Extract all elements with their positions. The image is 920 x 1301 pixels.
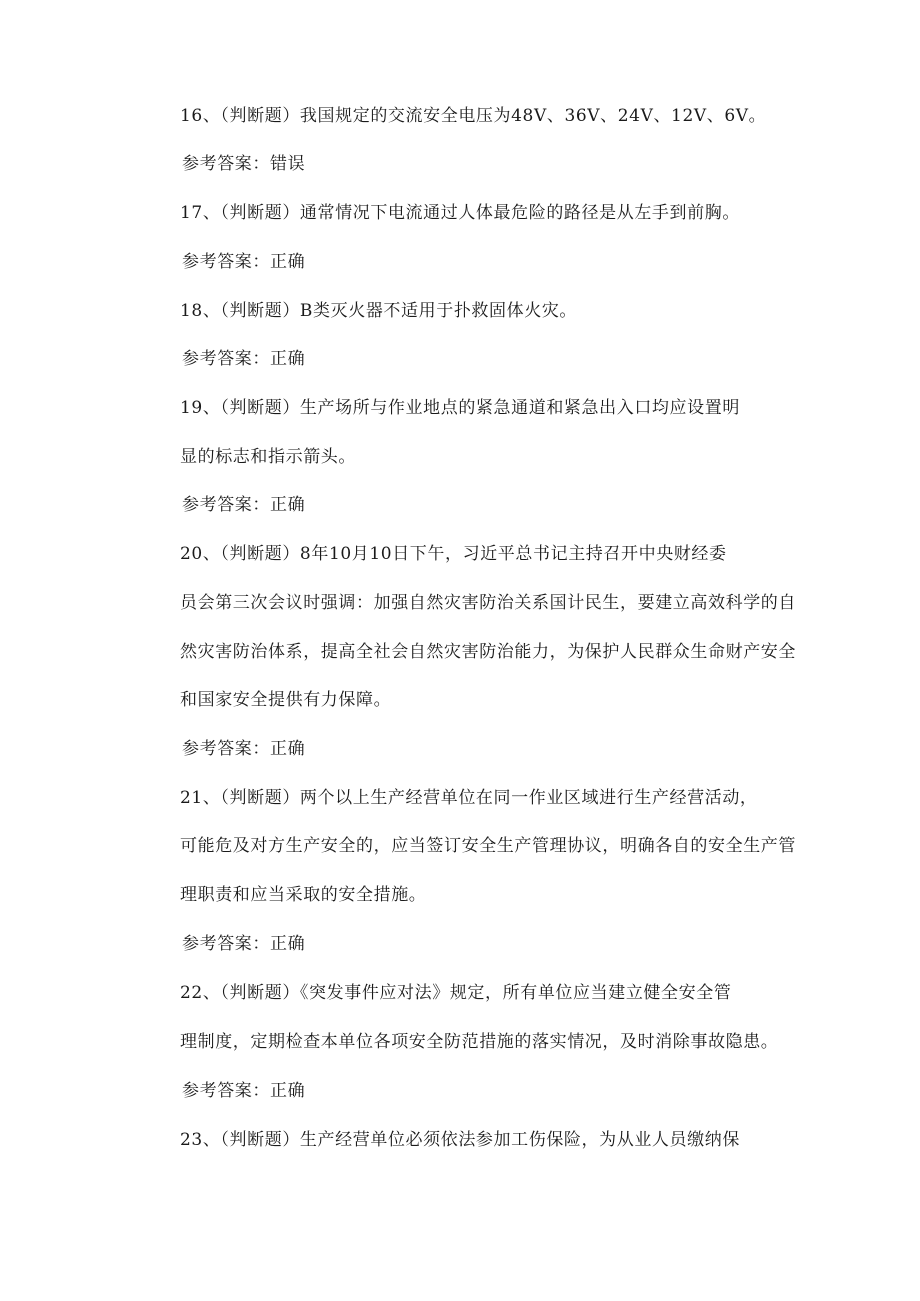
answer-17: 参考答案：正确	[182, 252, 306, 272]
answer-18: 参考答案：正确	[182, 349, 306, 369]
answer-19: 参考答案：正确	[182, 495, 306, 515]
question-19-line-2: 显的标志和指示箭头。	[180, 447, 356, 467]
question-16-line-1: 16、（判断题）我国规定的交流安全电压为48V、36V、24V、12V、6V。	[180, 106, 767, 126]
question-17-line-1: 17、（判断题）通常情况下电流通过人体最危险的路径是从左手到前胸。	[180, 203, 740, 223]
question-19-line-1: 19、（判断题）生产场所与作业地点的紧急通道和紧急出入口均应设置明	[180, 398, 740, 418]
question-21-line-2: 可能危及对方生产安全的，应当签订安全生产管理协议，明确各自的安全生产管	[180, 836, 796, 856]
question-18-line-1: 18、（判断题）B类灭火器不适用于扑救固体火灾。	[180, 301, 578, 321]
question-21-line-3: 理职责和应当采取的安全措施。	[180, 885, 427, 905]
answer-20: 参考答案：正确	[182, 739, 306, 759]
question-22-line-1: 22、（判断题）《突发事件应对法》规定，所有单位应当建立健全安全管	[180, 983, 732, 1003]
question-20-line-4: 和国家安全提供有力保障。	[180, 690, 392, 710]
question-20-line-3: 然灾害防治体系，提高全社会自然灾害防治能力，为保护人民群众生命财产安全	[180, 642, 796, 662]
question-23-line-1: 23、（判断题）生产经营单位必须依法参加工伤保险，为从业人员缴纳保	[180, 1130, 740, 1150]
answer-16: 参考答案：错误	[182, 154, 306, 174]
answer-22: 参考答案：正确	[182, 1081, 306, 1101]
question-21-line-1: 21、（判断题）两个以上生产经营单位在同一作业区域进行生产经营活动，	[180, 788, 758, 808]
answer-21: 参考答案：正确	[182, 934, 306, 954]
question-20-line-1: 20、（判断题）8年10月10日下午，习近平总书记主持召开中央财经委	[180, 544, 727, 564]
question-20-line-2: 员会第三次会议时强调：加强自然灾害防治关系国计民生，要建立高效科学的自	[180, 593, 796, 613]
question-22-line-2: 理制度，定期检查本单位各项安全防范措施的落实情况，及时消除事故隐患。	[180, 1032, 779, 1052]
